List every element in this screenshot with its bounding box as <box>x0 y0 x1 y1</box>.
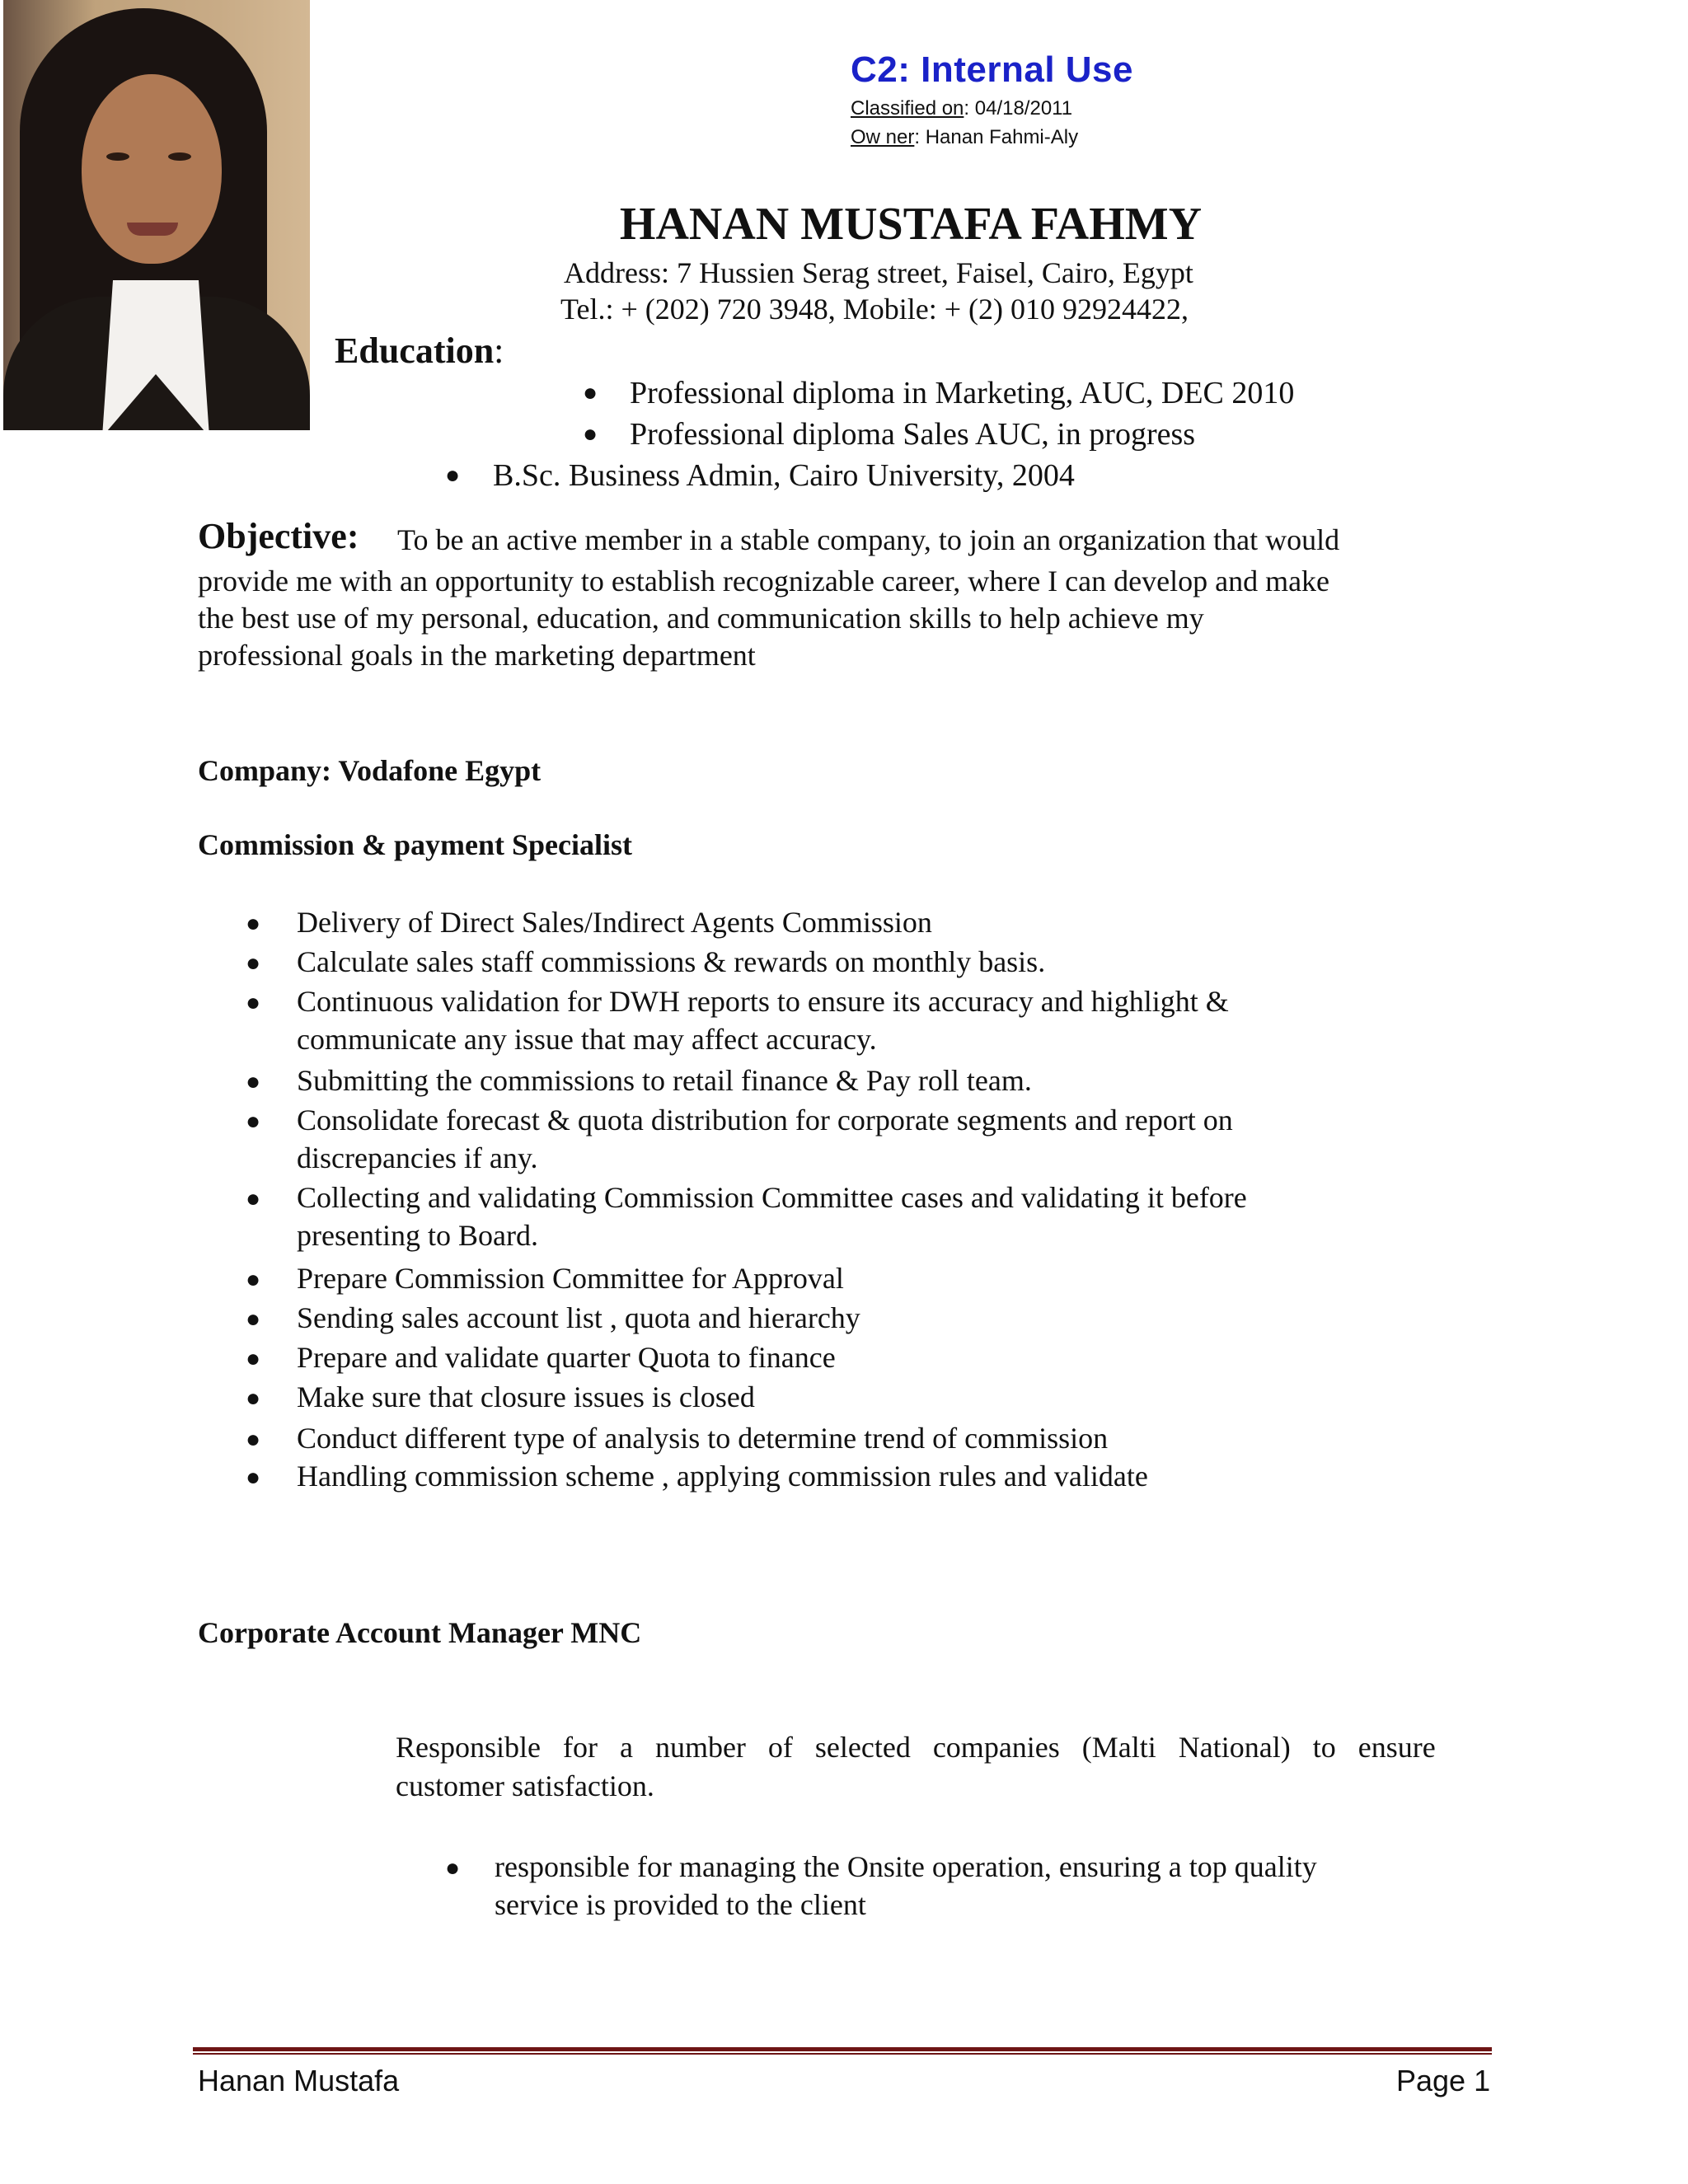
duty-item: Continuous validation for DWH reports to ensure its accuracy and highlight & <box>297 985 1229 1018</box>
page-number: Page 1 <box>1396 2064 1491 2097</box>
education-item: B.Sc. Business Admin, Cairo University, 2004 <box>493 458 1075 493</box>
bullet-icon: ● <box>246 1266 261 1293</box>
duty-item: Delivery of Direct Sales/Indirect Agents Commission <box>297 906 932 939</box>
duty-item: Prepare and validate quarter Quota to finance <box>297 1341 836 1374</box>
bullet-icon: ● <box>246 910 261 937</box>
bullet-icon: ● <box>246 1464 261 1491</box>
bullet-icon: ● <box>246 989 261 1016</box>
objective-text: professional goals in the marketing department <box>198 639 756 672</box>
bullet-icon: ● <box>583 379 598 406</box>
bullet-icon: ● <box>246 949 261 977</box>
education-item: Professional diploma in Marketing, AUC, DEC 2010 <box>630 376 1295 410</box>
duty-item: Handling commission scheme , applying commission rules and validate <box>297 1460 1148 1493</box>
classified-on-label: Classified on <box>851 97 964 120</box>
bullet-icon: ● <box>246 1345 261 1372</box>
classified-on <box>851 97 1072 120</box>
duty-item: communicate any issue that may affect accuracy. <box>297 1023 877 1056</box>
address: Address: 7 Hussien Serag street, Faisel, Cairo, Egypt <box>564 256 1193 289</box>
role-title: Corporate Account Manager MNC <box>198 1616 642 1649</box>
duty-item: Consolidate forecast & quota distribution for corporate segments and report on <box>297 1104 1233 1137</box>
role-title: Commission & payment Specialist <box>198 828 633 861</box>
owner-label: Ow ner <box>851 126 915 148</box>
bullet-icon: ● <box>246 1305 261 1333</box>
bullet-icon: ● <box>246 1385 261 1412</box>
objective-heading: Objective: <box>198 516 359 556</box>
footer-name: Hanan Mustafa <box>198 2064 400 2097</box>
objective-text: the best use of my personal, education, and communication skills to help achieve my <box>198 602 1204 635</box>
bullet-icon: ● <box>445 1854 461 1882</box>
bullet-icon: ● <box>583 420 598 448</box>
role2-duty: responsible for managing the Onsite operation, ensuring a top quality <box>495 1850 1317 1883</box>
duty-item: presenting to Board. <box>297 1219 538 1252</box>
role2-description: customer satisfaction. <box>396 1769 654 1802</box>
education-heading: Education: <box>335 330 504 371</box>
bullet-icon: ● <box>246 1108 261 1135</box>
applicant-name: HANAN MUSTAFA FAHMY <box>619 199 1203 250</box>
duty-item: Make sure that closure issues is closed <box>297 1380 755 1413</box>
duty-item: Collecting and validating Commission Committee cases and validating it before <box>297 1181 1247 1214</box>
owner <box>851 126 1078 149</box>
company-heading: Company: Vodafone Egypt <box>198 754 542 787</box>
duty-item: Conduct different type of analysis to determine trend of commission <box>297 1422 1109 1455</box>
footer-rule <box>193 2053 1492 2055</box>
duty-item: Submitting the commissions to retail finance & Pay roll team. <box>297 1064 1032 1097</box>
bullet-icon: ● <box>445 462 461 489</box>
duty-item: discrepancies if any. <box>297 1141 538 1174</box>
role2-description: Responsible for a number of selected companies (Malti National) to ensure <box>396 1731 1436 1764</box>
role2-duty: service is provided to the client <box>495 1888 866 1921</box>
bullet-icon: ● <box>246 1426 261 1453</box>
phone: Tel.: + (202) 720 3948, Mobile: + (2) 010 92924422, <box>560 293 1189 326</box>
duty-item: Calculate sales staff commissions & rewards on monthly basis. <box>297 945 1046 978</box>
education-item: Professional diploma Sales AUC, in progress <box>630 417 1196 452</box>
objective-text: To be an active member in a stable company, to join an organization that would <box>397 523 1340 556</box>
footer-rule <box>193 2047 1492 2051</box>
owner-value: : Hanan Fahmi-Aly <box>914 126 1079 148</box>
objective-text: provide me with an opportunity to establish recognizable career, where I can develop and make <box>198 565 1330 598</box>
duty-item: Prepare Commission Committee for Approval <box>297 1262 844 1295</box>
classified-on-date: : 04/18/2011 <box>964 97 1073 120</box>
classification-title: C2: Internal Use <box>851 49 1133 90</box>
bullet-icon: ● <box>246 1068 261 1095</box>
duty-item: Sending sales account list , quota and hierarchy <box>297 1301 860 1334</box>
bullet-icon: ● <box>246 1185 261 1212</box>
